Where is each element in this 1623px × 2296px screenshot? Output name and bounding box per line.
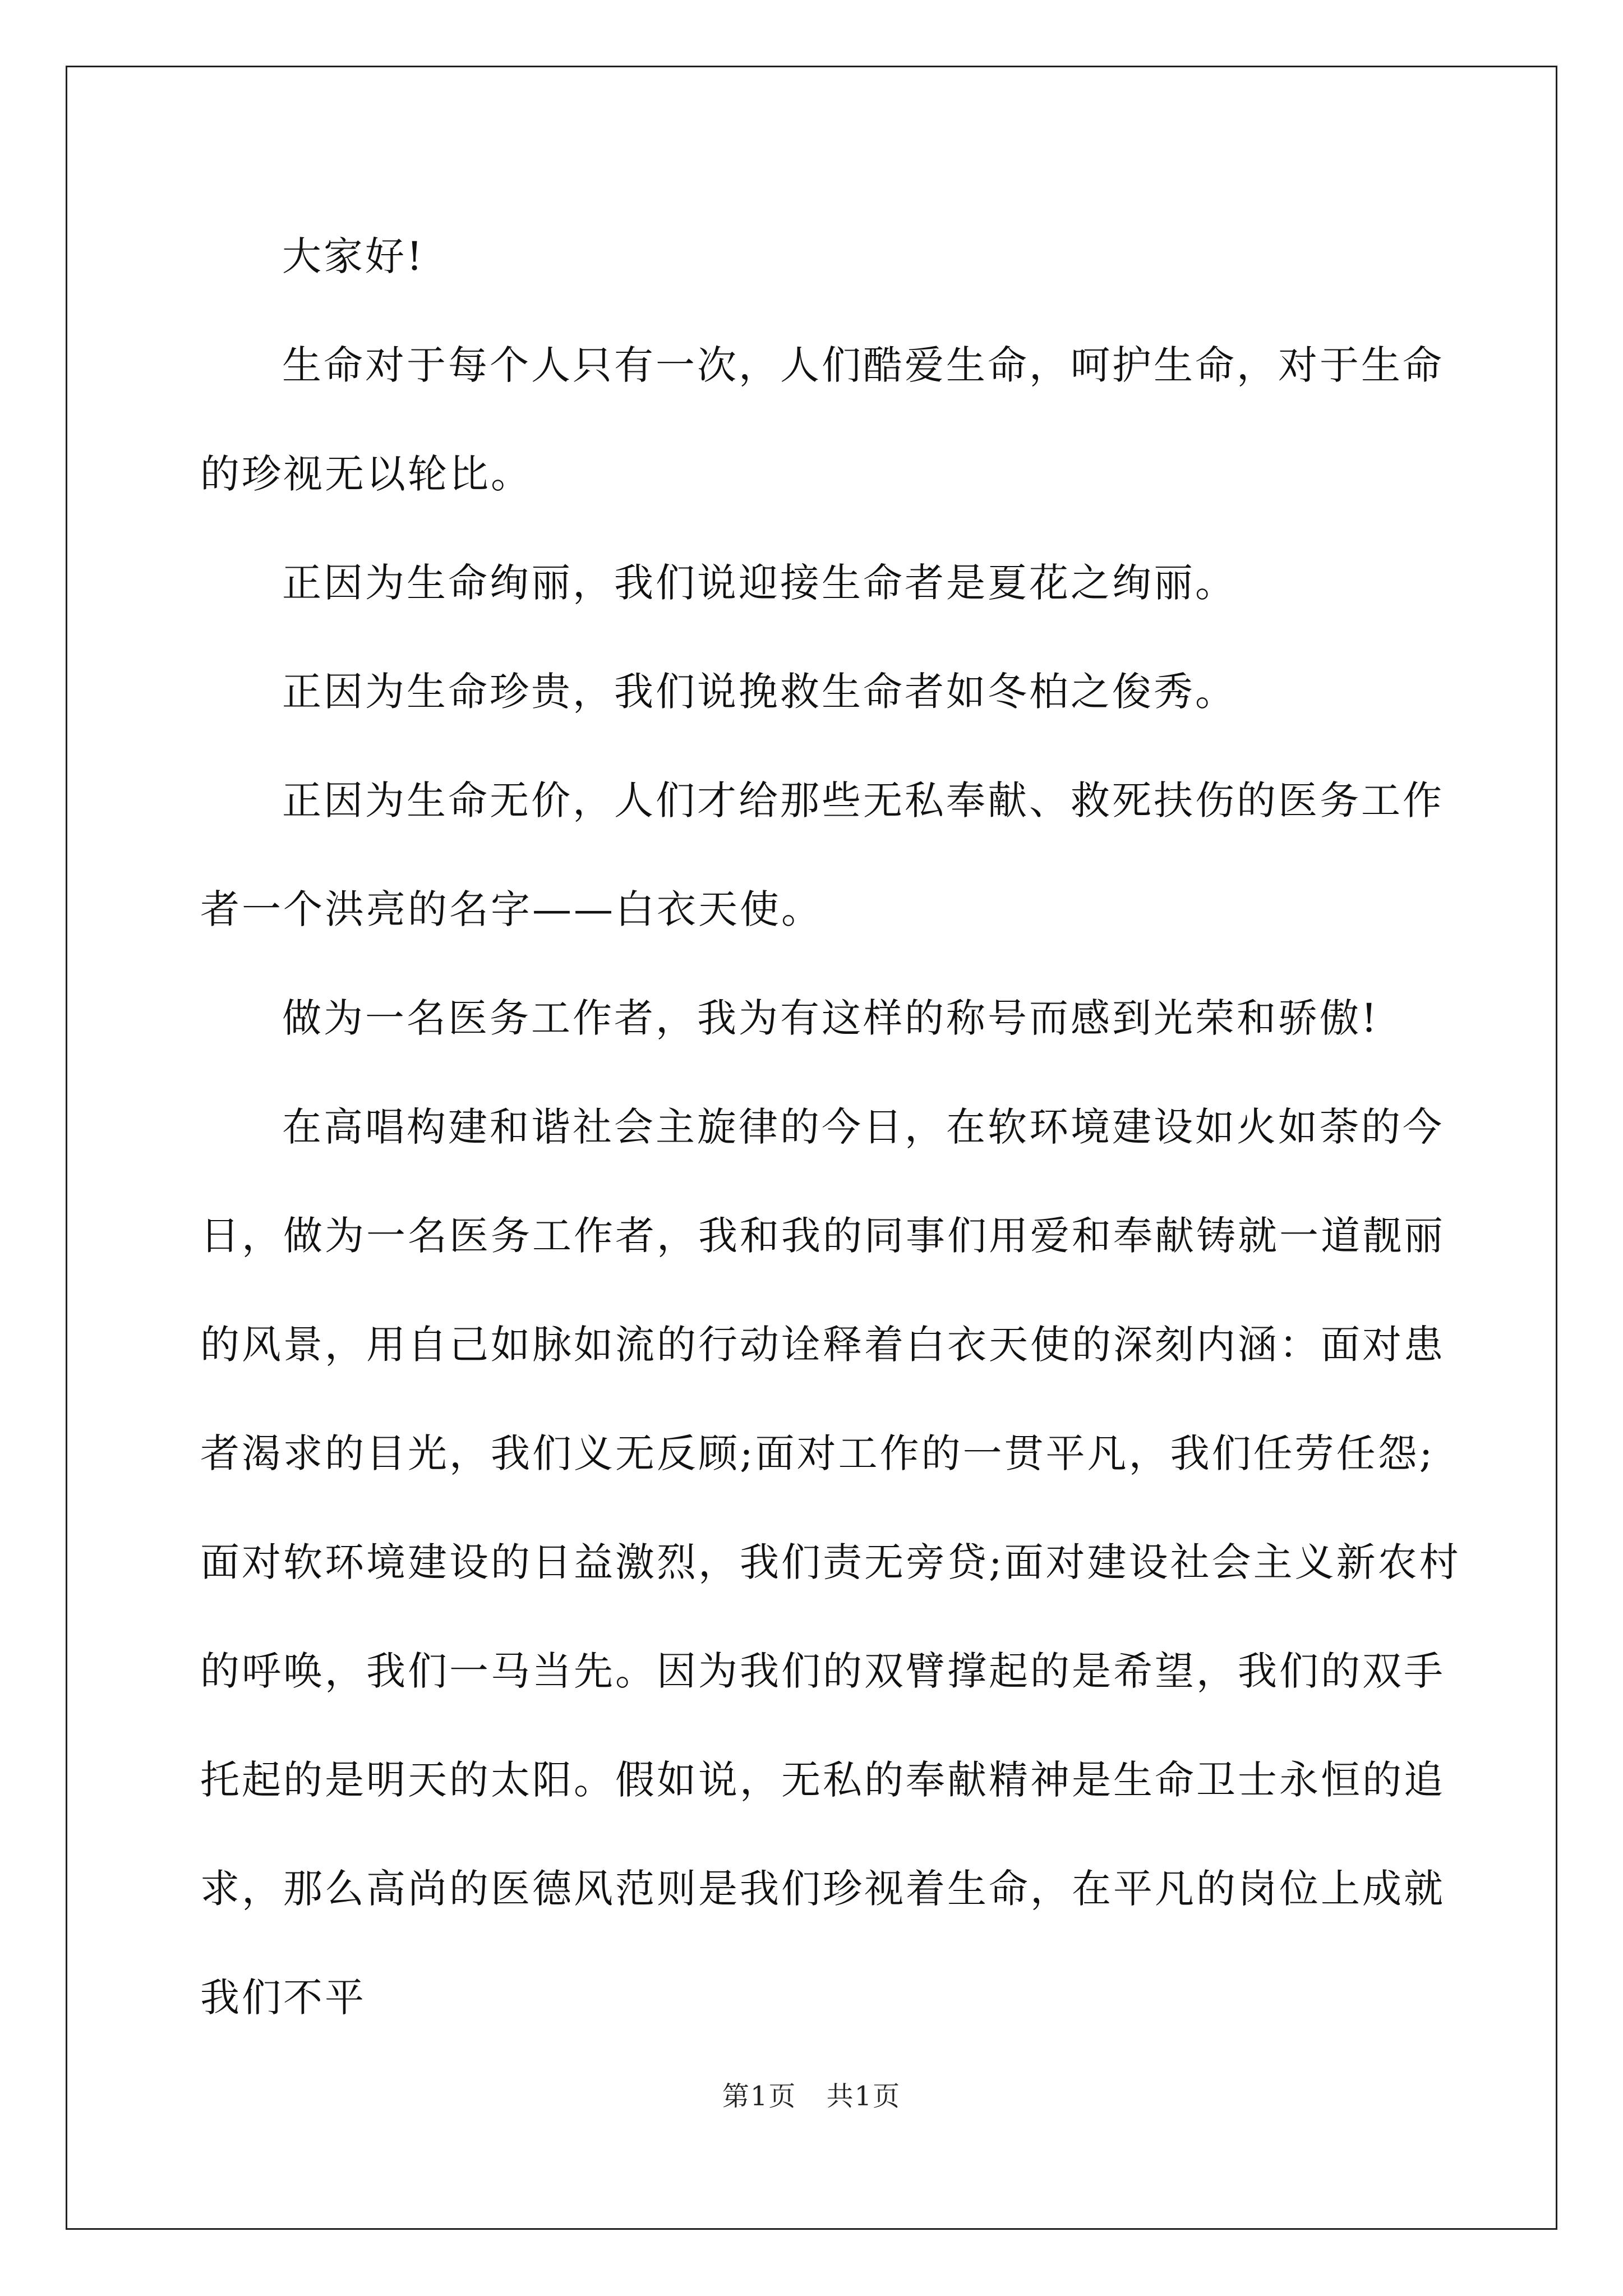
text-line: 在高唱构建和谐社会主旋律的今日，在软环境建设如火如荼的今 — [282, 1104, 1444, 1150]
page-footer — [0, 2074, 1623, 2113]
text-line: 求，那么高尚的医德风范则是我们珍视着生命，在平凡的岗位上成就 — [200, 1866, 1445, 1912]
text-line: 正因为生命无价，人们才给那些无私奉献、救死扶伤的医务工作 — [282, 777, 1444, 823]
text-line: 大家好! — [282, 233, 425, 279]
text-line: 生命对于每个人只有一次，人们酷爱生命，呵护生命，对于生命 — [282, 342, 1444, 388]
text-line: 者一个洪亮的名字——白衣天使。 — [200, 886, 823, 932]
text-line: 我们不平 — [200, 1975, 366, 2021]
text-line: 做为一名医务工作者，我为有这样的称号而感到光荣和骄傲! — [282, 995, 1380, 1041]
text-line: 正因为生命珍贵，我们说挽救生命者如冬柏之俊秀。 — [282, 669, 1237, 715]
text-line: 者渴求的目光，我们义无反顾;面对工作的一贯平凡，我们任劳任怨; — [200, 1430, 1435, 1476]
text-line: 的风景，用自己如脉如流的行动诠释着白衣天使的深刻内涵：面对患 — [200, 1322, 1445, 1368]
text-line: 的呼唤，我们一马当先。因为我们的双臂撑起的是希望，我们的双手 — [200, 1648, 1445, 1694]
document-body — [200, 202, 1461, 2052]
text-line: 正因为生命绚丽，我们说迎接生命者是夏花之绚丽。 — [282, 560, 1237, 606]
text-line: 日，做为一名医务工作者，我和我的同事们用爱和奉献铸就一道靓丽 — [200, 1213, 1445, 1259]
page-total: 共1页 — [826, 2081, 901, 2112]
page-number: 第1页 — [722, 2081, 797, 2112]
text-line: 托起的是明天的太阳。假如说，无私的奉献精神是生命卫士永恒的追 — [200, 1757, 1445, 1803]
text-line: 面对软环境建设的日益激烈，我们责无旁贷;面对建设社会主义新农村 — [200, 1539, 1461, 1585]
text-line: 的珍视无以轮比。 — [200, 451, 532, 497]
